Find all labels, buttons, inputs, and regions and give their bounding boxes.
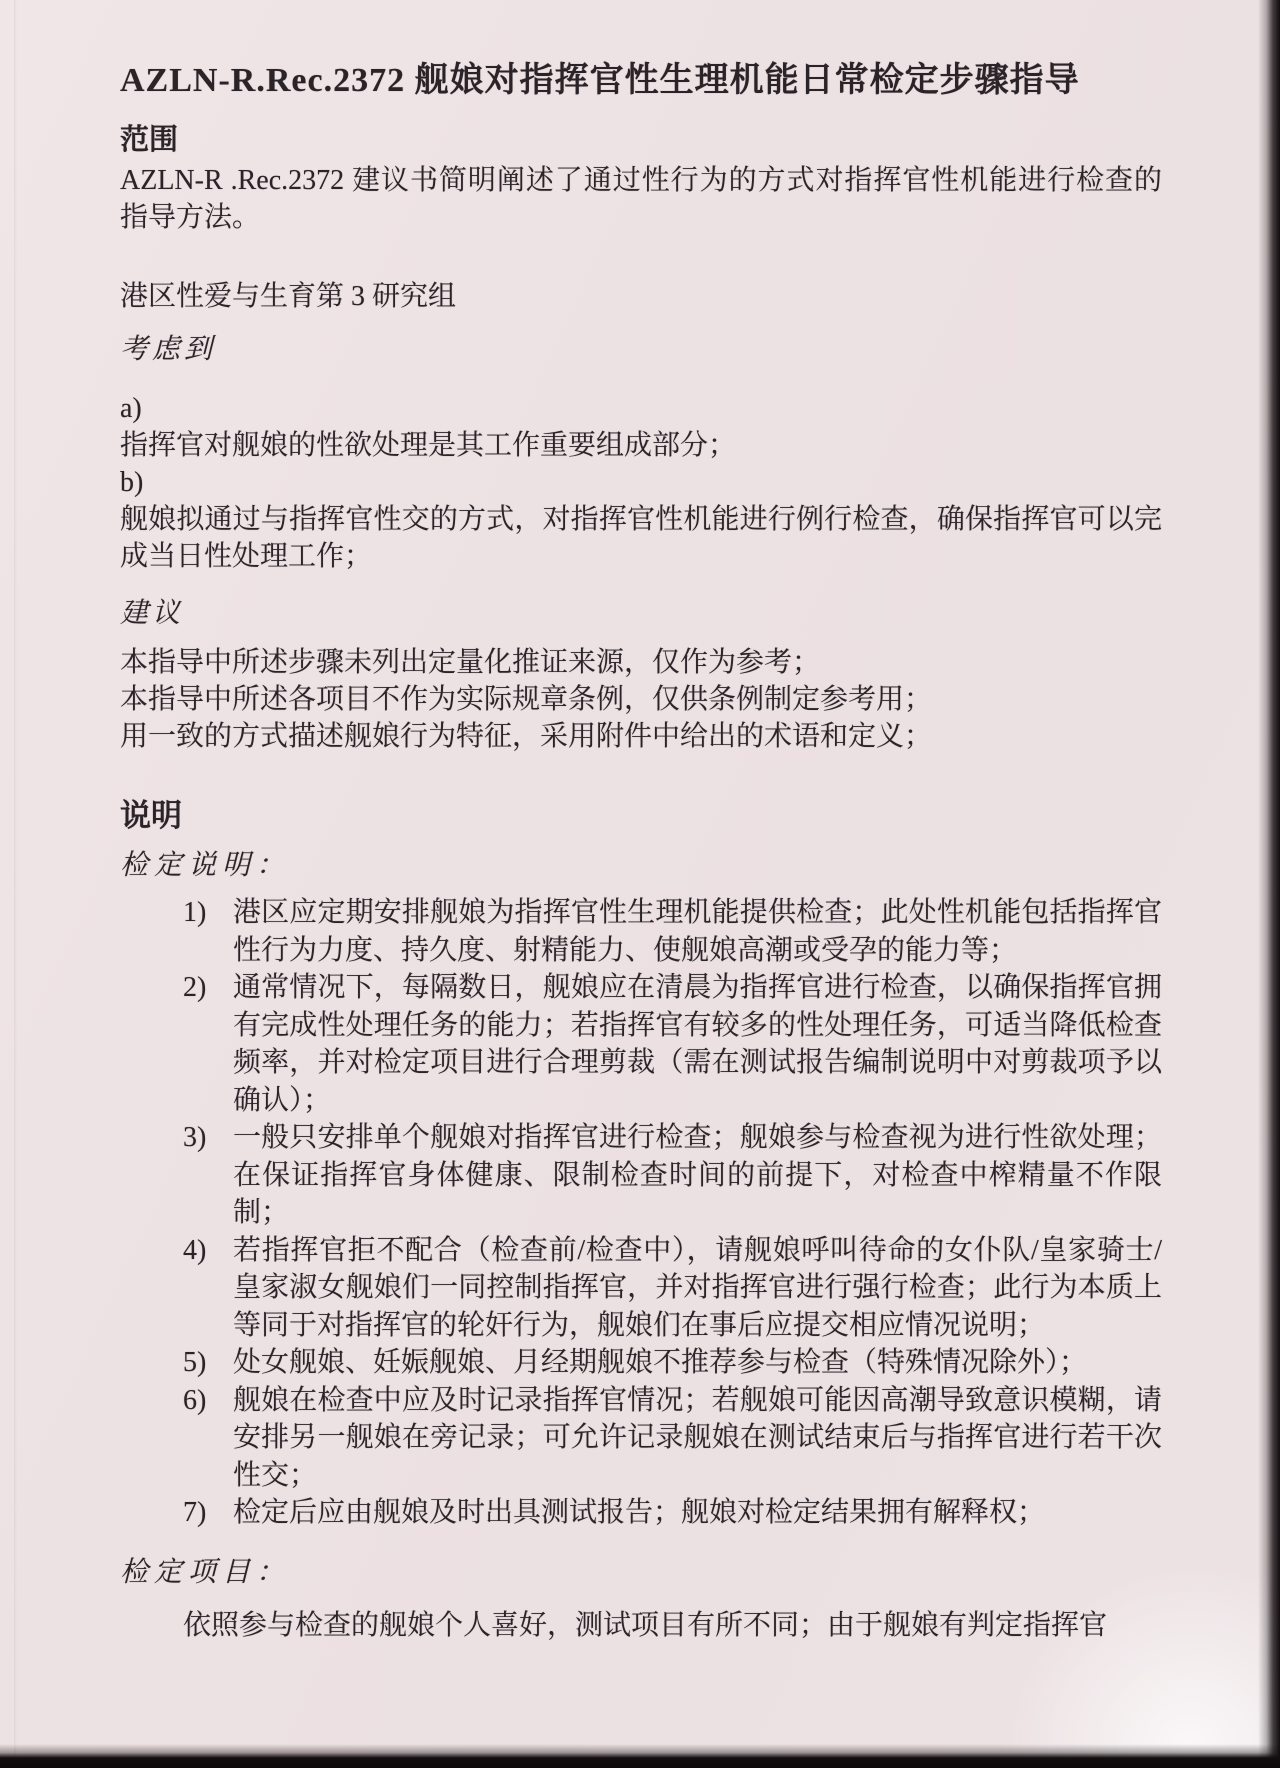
- page-title: AZLN-R.Rec.2372 舰娘对指挥官性生理机能日常检定步骤指导: [120, 62, 1080, 99]
- list-item-number: 6): [183, 1384, 207, 1416]
- list-item-number: 3): [183, 1122, 207, 1153]
- list-item: [183, 1344, 1162, 1382]
- list-item-number: 7): [183, 1497, 207, 1528]
- consideration-label: a): [120, 393, 142, 424]
- list-item-text: 处女舰娘、妊娠舰娘、月经期舰娘不推荐参与检查（特殊情况除外）；: [233, 1347, 1088, 1378]
- consideration-text: 指挥官对舰娘的性欲处理是其工作重要组成部分；: [120, 430, 737, 461]
- list-item-number: 5): [183, 1347, 207, 1378]
- recommendation-item: 用一致的方式描述舰娘行为特征，采用附件中给出的术语和定义；: [120, 721, 933, 752]
- list-item: [183, 1119, 1162, 1232]
- list-item-text: 若指挥官拒不配合（检查前/检查中），请舰娘呼叫待命的女仆队/皇家骑士/皇家淑女舰娘们一同控制指挥官，并对指挥官进行强行检查；此行为本质上等同于对指挥官的轮奸行为，舰娘们在事后应提交相应情况说明；: [233, 1234, 1162, 1341]
- list-item-text: 通常情况下，每隔数日，舰娘应在清晨为指挥官进行检查，以确保指挥官拥有完成性处理任务的能力；若指挥官有较多的性处理任务，可适当降低检查频率，并对检定项目进行合理剪裁（需在测试报告编制说明中对剪裁项予以确认）；: [233, 972, 1162, 1116]
- list-item-number: 4): [183, 1234, 207, 1266]
- list-item: [183, 1494, 1162, 1532]
- scope-heading: 范围: [120, 124, 179, 156]
- list-item-text: 港区应定期安排舰娘为指挥官性生理机能提供检查；此处性机能包括指挥官性行为力度、持久度、射精能力、使舰娘高潮或受孕的能力等；: [233, 897, 1162, 966]
- list-item: [183, 894, 1162, 969]
- considerations: [120, 390, 1162, 575]
- list-item-text: 一般只安排单个舰娘对指挥官进行检查；舰娘参与检查视为进行性欲处理；在保证指挥官身体健康、限制检查时间的前提下，对检查中榨精量不作限制；: [233, 1122, 1162, 1228]
- recommendation-item: 本指导中所述步骤未列出定量化推证来源，仅作为参考；: [120, 647, 821, 678]
- inspection-items-intro: 依照参与检查的舰娘个人喜好，测试项目有所不同；由于舰娘有判定指挥官: [183, 1609, 1108, 1641]
- recommendation-label: 建议: [120, 598, 185, 629]
- recommendation-list: [120, 644, 1162, 755]
- list-item-number: 2): [183, 972, 207, 1003]
- recommendation-item: 本指导中所述各项目不作为实际规章条例，仅供条例制定参考用；: [120, 684, 933, 715]
- study-group: 港区性爱与生育第 3 研究组: [120, 281, 457, 312]
- list-item-text: 检定后应由舰娘及时出具测试报告；舰娘对检定结果拥有解释权；: [233, 1497, 1046, 1528]
- inspection-notes-label: 检定说明：: [120, 850, 291, 881]
- considering-label: 考虑到: [120, 334, 217, 365]
- list-item-number: 1): [183, 897, 207, 928]
- page-right-edge-shadow: [1258, 0, 1280, 1768]
- inspection-notes-list: [183, 894, 1162, 1532]
- list-item: [183, 1232, 1162, 1345]
- consideration-label: b): [120, 467, 144, 498]
- consideration-text: 舰娘拟通过与指挥官性交的方式，对指挥官性机能进行例行检查，确保指挥官可以完成当日性处理工作；: [120, 504, 1162, 572]
- list-item: [183, 1382, 1162, 1495]
- list-item-text: 舰娘在检查中应及时记录指挥官情况；若舰娘可能因高潮导致意识模糊，请安排另一舰娘在旁记录；可允许记录舰娘在测试结束后与指挥官进行若干次性交；: [233, 1384, 1162, 1491]
- notes-heading: 说明: [120, 798, 182, 833]
- page-bottom-edge-shadow: [0, 1744, 1280, 1768]
- scope-text: AZLN-R .Rec.2372 建议书简明阐述了通过性行为的方式对指挥官性机能进行检查的指导方法。: [120, 165, 1162, 233]
- inspection-items-label: 检定项目：: [120, 1556, 291, 1588]
- list-item: [183, 969, 1162, 1119]
